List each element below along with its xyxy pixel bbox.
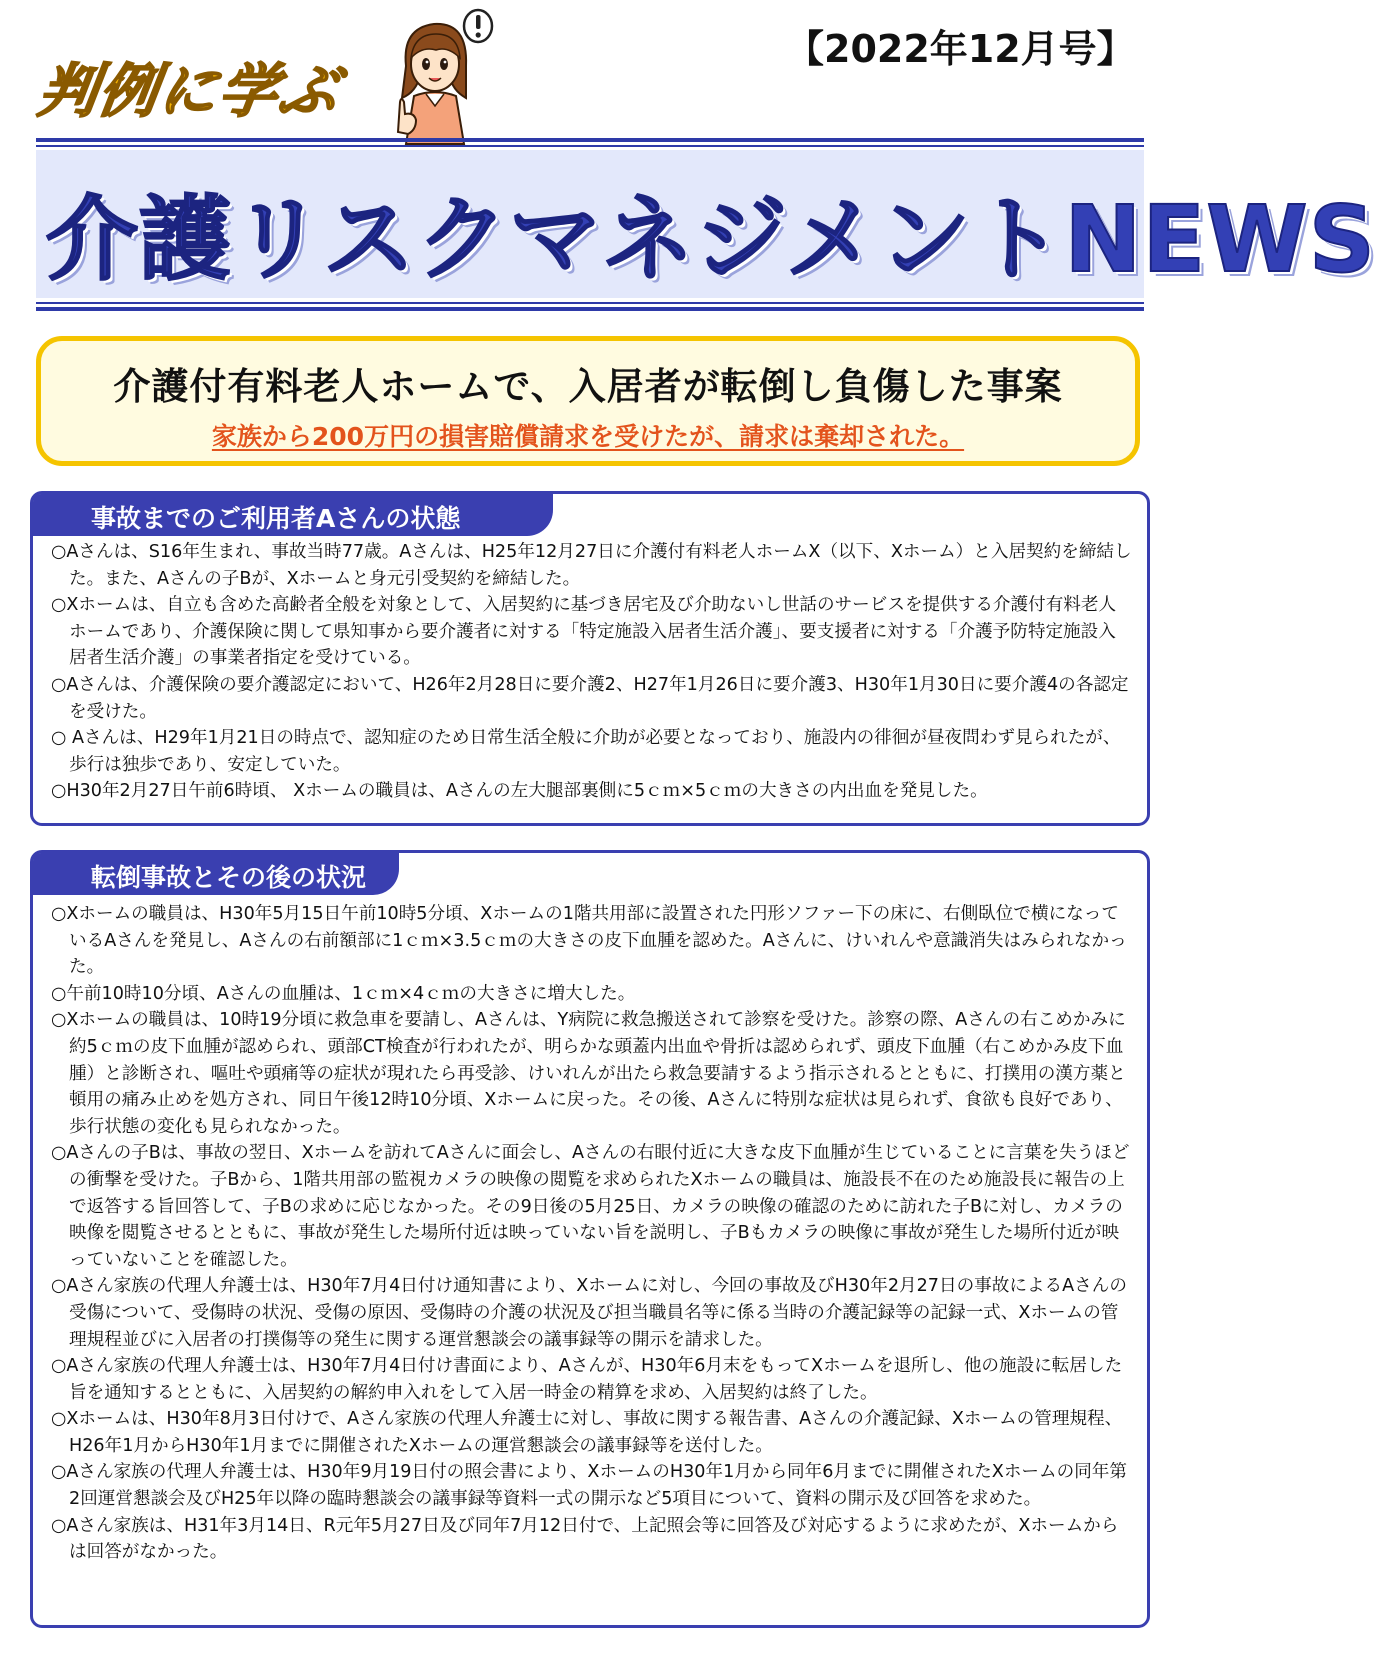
list-item: ○Xホームは、H30年8月3日付けで、Aさん家族の代理人弁護士に対し、事故に関する報告書、Aさんの介護記録、Xホームの管理規程、H26年1月からH30年1月までに開催されたXホームの運営懇談会の議事録等を送付した。	[51, 1409, 1123, 1456]
list-item: ○H30年2月27日午前6時頃、 Xホームの職員は、Aさんの左大腿部裏側に5ｃｍ×5ｃｍの大きさの内出血を発見した。	[51, 781, 988, 802]
headline-subtitle	[36, 417, 1140, 453]
headline-subtitle-text: 家族から200万円の損害賠償請求を受けたが、請求は棄却された。	[211, 422, 965, 451]
section-patient-condition	[30, 491, 1150, 826]
section-body	[51, 901, 1133, 1566]
issue-date: 【2022年12月号】	[786, 27, 1135, 71]
list-item: ○Aさんの子Bは、事故の翌日、Xホームを訪れてAさんに面会し、Aさんの右眼付近に大きな皮下血腫が生じていることに言葉を失うほどの衝撃を受けた。子Bから、1階共用部の監視カメラの映像の閲覧を求められたXホームの職員は、施設長不在のため施設長に報告の上で返答する旨回答して、子Bの求めに応じなかった。その9日後の5月25日、カメラの映像の確認のために訪れた子Bに対し、カメラの映像を閲覧させるとともに、事故が発生した場所付近は映っていない旨を説明し、子Bもカメラの映像に事故が発生した場所付近が映っていないことを確認した。	[51, 1143, 1130, 1270]
woman-pointing-icon	[392, 6, 502, 144]
news-title: 介護リスクマネジメントNEWS	[46, 186, 1376, 293]
list-item: ○Aさん家族は、H31年3月14日、R元年5月27日及び同年7月12日付で、上記照会等に回答及び対応するように求めたが、Xホームからは回答がなかった。	[51, 1515, 1119, 1563]
section-heading: 転倒事故とその後の状況	[33, 853, 399, 895]
logo-text: 判例に学ぶ	[34, 57, 345, 125]
exclamation-bubble-icon	[464, 10, 492, 42]
top-rule	[36, 138, 1144, 142]
section-heading: 事故までのご利用者Aさんの状態	[33, 494, 553, 536]
section-fall-accident	[30, 850, 1150, 1628]
list-item: ○Aさんは、介護保険の要介護認定において、H26年2月28日に要介護2、H27年1月26日に要介護3、H30年1月30日に要介護4の各認定を受けた。	[51, 674, 1129, 722]
list-item: ○Aさん家族の代理人弁護士は、H30年7月4日付け書面により、Aさんが、H30年6月末をもってXホームを退所し、他の施設に転居した旨を通知するとともに、入居契約の解約申入れをして入居一時金の精算を求め、入居契約は終了した。	[51, 1356, 1123, 1403]
list-item: ○Xホームの職員は、10時19分頃に救急車を要請し、Aさんは、Y病院に救急搬送されて診察を受けた。診察の際、Aさんの右こめかみに約5ｃｍの皮下血腫が認められ、頭部CT検査が行われたが、明らかな頭蓋内出血や骨折は認められず、頭皮下血腫（右こめかみ皮下血腫）と診断され、嘔吐や頭痛等の症状が現れたら再受診、けいれんが出たら救急要請するよう指示されるとともに、打撲用の漢方薬と頓用の痛み止めを処方され、同日午後12時10分頃、Xホームに戻った。その後、Aさんに特別な症状は見られず、食欲も良好であり、歩行状態の変化も見られなかった。	[51, 1010, 1126, 1137]
list-item: ○Xホームは、自立も含めた高齢者全般を対象として、入居契約に基づき居宅及び介助ないし世話のサービスを提供する介護付有料老人ホームであり、介護保険に関して県知事から要介護者に対する「特定施設入居者生活介護」、要支援者に対する「介護予防特定施設入居者生活介護」の事業者指定を受けている。	[51, 595, 1117, 669]
list-item: ○ Aさんは、H29年1月21日の時点で、認知症のため日常生活全般に介助が必要となっており、施設内の徘徊が昼夜問わず見られたが、歩行は独歩であり、安定していた。	[51, 728, 1121, 775]
section-body	[51, 539, 1133, 805]
list-item: ○Aさん家族の代理人弁護士は、H30年7月4日付け通知書により、Xホームに対し、今回の事故及びH30年2月27日の事故によるAさんの受傷について、受傷時の状況、受傷の原因、受傷時の介護の状況及び担当職員名等に係る当時の介護記録等の記録一式、Xホームの管理規程並びに入居者の打撲傷等の発生に関する運営懇談会の議事録等の開示を請求した。	[51, 1276, 1127, 1350]
list-item: ○午前10時10分頃、Aさんの血腫は、1ｃｍ×4ｃｍの大きさに増大した。	[51, 983, 636, 1004]
headline-title: 介護付有料老人ホームで、入居者が転倒し負傷した事案	[113, 365, 1063, 408]
top-rule-thin	[36, 145, 1144, 147]
list-item: ○Aさんは、S16年生まれ、事故当時77歳。Aさんは、H25年12月27日に介護付有料老人ホームX（以下、Xホーム）と入居契約を締結した。また、Aさんの子Bが、Xホームと身元引受契約を締結した。	[51, 542, 1132, 589]
bottom-rule-thin	[36, 302, 1144, 304]
list-item: ○Aさん家族の代理人弁護士は、H30年9月19日付の照会書により、XホームのH30年1月から同年6月までに開催されたXホームの同年第2回運営懇談会及びH25年以降の臨時懇談会の議事録等資料一式の開示など5項目について、資料の開示及び回答を求めた。	[51, 1462, 1127, 1510]
list-item: ○Xホームの職員は、H30年5月15日午前10時5分頃、Xホームの1階共用部に設置された円形ソファー下の床に、右側臥位で横になっているAさんを発見し、Aさんの右前額部に1ｃｍ×3.5ｃｍの大きさの皮下血腫を認めた。Aさんに、けいれんや意識消失はみられなかった。	[51, 904, 1127, 978]
bottom-rule	[36, 307, 1144, 311]
